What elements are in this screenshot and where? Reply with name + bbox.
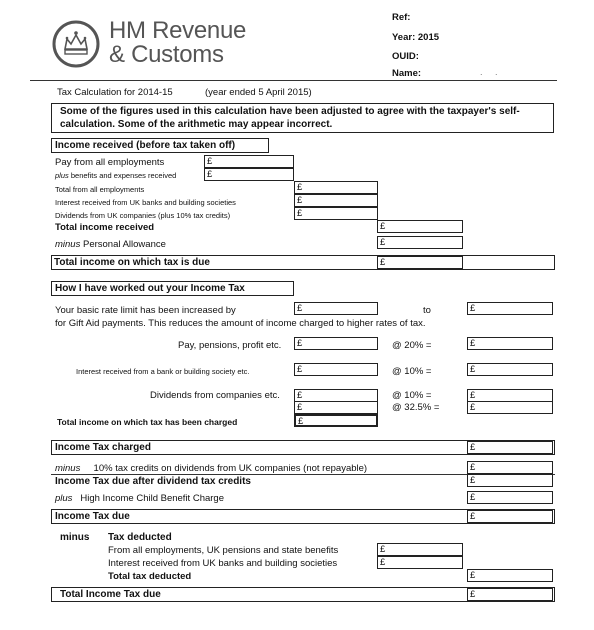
- total-deducted-box: £: [467, 569, 553, 582]
- after-credits-label: Income Tax due after dividend tax credits: [55, 476, 251, 487]
- ouid-label: OUID:: [392, 51, 419, 62]
- name-label: Name:: [392, 68, 422, 79]
- total-income-label: Total income received: [55, 222, 155, 233]
- from-banks-box: £: [377, 556, 463, 569]
- dividends-box: £: [294, 207, 378, 220]
- income-tax-due-label: Income Tax due: [55, 511, 130, 522]
- pay-label: Pay from all employments: [55, 157, 165, 168]
- calc-title: Tax Calculation for 2014-15: [57, 87, 173, 98]
- basic-rate-line-1: Your basic rate limit has been increased by: [55, 305, 236, 316]
- interest-rate: @ 10% =: [392, 366, 432, 377]
- notice-text: Some of the figures used in this calculation have been adjusted to agree with the taxpayer's self-calculation. Some of the arithmetic may appear incorrect.: [60, 106, 520, 130]
- year-label: Year: 2015: [392, 32, 440, 43]
- total-income-due-box: £: [377, 256, 463, 269]
- interest-box: £: [294, 194, 378, 207]
- income-tax-charged-box: £: [467, 441, 553, 454]
- dividends-label: Dividends from UK companies (plus 10% tax credits): [55, 211, 231, 220]
- hmrc-logo: [52, 18, 262, 70]
- basic-rate-increase-box: £: [294, 302, 378, 315]
- pay-tax-box: £: [467, 337, 553, 350]
- after-credits-box: £: [467, 474, 553, 487]
- interest-bank-box: £: [294, 363, 378, 376]
- income-tax-charged-label: Income Tax charged: [55, 442, 151, 453]
- name-redacted: . .: [480, 67, 503, 77]
- pay-pensions-box: £: [294, 337, 378, 350]
- dividends-325-tax-box: £: [467, 401, 553, 414]
- adjustment-notice: [51, 103, 554, 133]
- interest-bank-label: Interest received from a bank or building society etc.: [76, 367, 250, 376]
- dividends-companies-label: Dividends from companies etc.: [150, 390, 280, 401]
- benefits-label: plus benefits and expenses received: [55, 171, 177, 180]
- child-benefit-box: £: [467, 491, 553, 504]
- interest-label: Interest received from UK banks and building societies: [55, 198, 236, 207]
- income-received-heading: Income received (before tax taken off): [51, 138, 269, 153]
- total-employments-label: Total from all employments: [55, 185, 145, 194]
- dividends-10-box: £: [294, 389, 378, 402]
- ref-label: Ref:: [392, 12, 411, 23]
- tax-credits-box: £: [467, 461, 553, 474]
- total-income-due-label: Total income on which tax is due: [54, 257, 210, 268]
- logo-line-2: & Customs: [109, 41, 224, 68]
- from-employments-label: From all employments, UK pensions and state benefits: [108, 545, 339, 556]
- worked-out-heading: How I have worked out your Income Tax: [51, 281, 294, 296]
- total-employments-box: £: [294, 181, 378, 194]
- interest-tax-box: £: [467, 363, 553, 376]
- div-rate-325: @ 32.5% =: [392, 402, 440, 413]
- basic-rate-to: to: [423, 305, 431, 316]
- pay-box: £: [204, 155, 294, 168]
- div-rate-10: @ 10% =: [392, 390, 432, 401]
- personal-allowance-box: £: [377, 236, 463, 249]
- from-banks-label: Interest received from UK banks and building societies: [108, 558, 338, 569]
- total-charged-label: Total income on which tax has been charged: [57, 417, 238, 427]
- dividends-10-tax-box: £: [467, 389, 553, 402]
- total-income-box: £: [377, 220, 463, 233]
- benefits-box: £: [204, 168, 294, 181]
- pay-rate: @ 20% =: [392, 340, 432, 351]
- basic-rate-line-2: for Gift Aid payments. This reduces the amount of income charged to higher rates of tax.: [55, 318, 426, 329]
- minus-deducted-label: minus: [60, 532, 90, 543]
- header-rule: [30, 80, 557, 81]
- royal-crown-crest-icon: [52, 20, 100, 68]
- personal-allowance-label: minus Personal Allowance: [55, 239, 166, 250]
- pay-pensions-label: Pay, pensions, profit etc.: [178, 340, 282, 351]
- tax-deducted-label: Tax deducted: [108, 532, 172, 543]
- from-employments-box: £: [377, 543, 463, 556]
- income-tax-due-box: £: [467, 510, 553, 523]
- logo-line-1: HM Revenue: [109, 17, 247, 44]
- dividends-325-box: £: [294, 401, 378, 414]
- tax-credits-label: minus 10% tax credits on dividends from UK companies (not repayable): [55, 463, 368, 474]
- total-deducted-label: Total tax deducted: [108, 571, 192, 582]
- total-income-tax-due-box: £: [467, 588, 553, 601]
- calc-subtitle: (year ended 5 April 2015): [205, 87, 312, 98]
- basic-rate-limit-box: £: [467, 302, 553, 315]
- total-income-tax-due-label: Total Income Tax due: [60, 589, 161, 600]
- child-benefit-label: plus High Income Child Benefit Charge: [55, 493, 224, 504]
- total-charged-box: £: [294, 414, 378, 427]
